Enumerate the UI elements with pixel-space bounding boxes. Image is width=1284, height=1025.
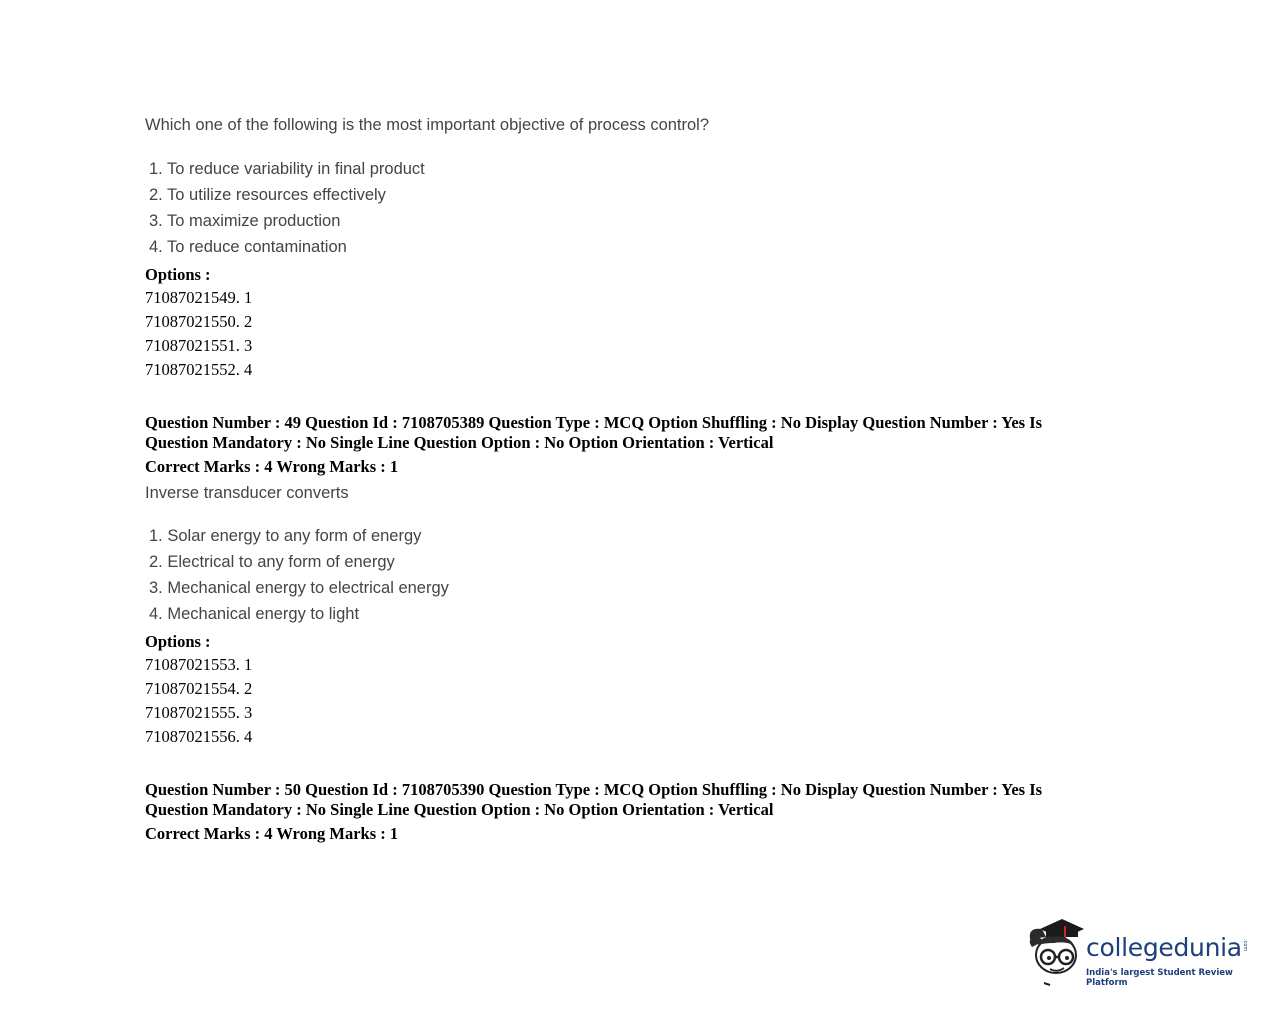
q48-choice-1: 1. To reduce variability in final product [149,160,425,178]
q49-option-2: 71087021554. 2 [145,679,253,698]
q48-option-3: 71087021551. 3 [145,336,253,355]
question-48-text: Which one of the following is the most important objective of process control? [145,116,710,134]
q49-meta: Question Number : 49 Question Id : 7108705389 Question Type : MCQ Option Shuffling : No Display Question Number : Yes Is Question Mandatory : No Single Line Question Option : No Option Orientation : Vertical [145,413,1043,452]
q49-option-3: 71087021555. 3 [145,703,253,722]
q49-choice-4: 4. Mechanical energy to light [149,605,360,623]
q48-choice-4: 4. To reduce contamination [149,238,347,256]
q49-choice-1: 1. Solar energy to any form of energy [149,527,422,545]
q48-option-1: 71087021549. 1 [145,288,253,307]
q49-choice-3: 3. Mechanical energy to electrical energy [149,579,449,597]
logo-wordmark: collegedunia [1086,933,1242,962]
q50-marks: Correct Marks : 4 Wrong Marks : 1 [145,824,399,843]
q49-marks: Correct Marks : 4 Wrong Marks : 1 [145,457,399,476]
q48-option-4: 71087021552. 4 [145,360,253,379]
logo-suffix: .com [1242,939,1248,952]
question-49-text: Inverse transducer converts [145,484,349,502]
q49-choice-2: 2. Electrical to any form of energy [149,553,395,571]
collegedunia-logo [1024,917,1254,989]
student-mascot-icon [1024,917,1088,989]
q48-options-label: Options : [145,265,211,284]
q48-choice-2: 2. To utilize resources effectively [149,186,386,204]
q49-options-label: Options : [145,632,211,651]
q49-option-1: 71087021553. 1 [145,655,253,674]
q48-option-2: 71087021550. 2 [145,312,253,331]
q50-meta: Question Number : 50 Question Id : 7108705390 Question Type : MCQ Option Shuffling : No Display Question Number : Yes Is Question Mandatory : No Single Line Question Option : No Option Orientation : Vertical [145,780,1043,819]
q48-choice-3: 3. To maximize production [149,212,341,230]
logo-tagline: India's largest Student Review Platform [1086,968,1233,988]
q49-option-4: 71087021556. 4 [145,727,253,746]
